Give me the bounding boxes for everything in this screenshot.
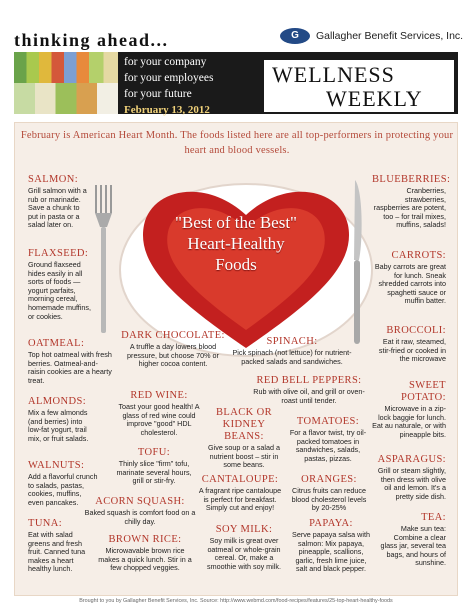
- banner-line-employees: for your employees: [124, 72, 214, 84]
- food-heading: TOFU:: [137, 447, 171, 458]
- food-salmon: [28, 174, 90, 230]
- food-dark-chocolate: [118, 330, 228, 369]
- food-text: Grill or steam slightly, then dress with olive oil and lemon. It's a pretty side dish.: [377, 466, 446, 501]
- food-black-beans: [206, 407, 282, 470]
- food-tomatoes: [286, 416, 370, 463]
- food-papaya: [290, 518, 372, 574]
- food-text: Baby carrots are great for lunch. Sneak shredded carrots into spaghetti sauce or muffin batter.: [374, 262, 446, 306]
- plate-title-line2: Heart-Healthy: [187, 234, 285, 253]
- food-heading: CARROTS:: [391, 250, 446, 261]
- food-heading: ALMONDS:: [28, 396, 87, 407]
- fork-icon: [92, 185, 116, 335]
- food-almonds: [28, 396, 94, 443]
- food-text: A fragrant ripe cantaloupe is perfect for breakfast. Simply cut and enjoy!: [198, 486, 282, 513]
- food-heading: PAPAYA:: [309, 518, 353, 529]
- food-heading: BLACK OR KIDNEY BEANS:: [216, 407, 272, 442]
- food-heading: SPINACH:: [266, 336, 318, 347]
- food-sweet-potato: [372, 380, 446, 439]
- food-text: Pick spinach (not lettuce) for nutrient-packed salads and sandwiches.: [232, 348, 352, 366]
- company-brand: [280, 28, 463, 44]
- food-heading: SWEET POTATO:: [401, 380, 446, 403]
- food-red-bell-peppers: [250, 375, 368, 405]
- food-text: Thinly slice "firm" tofu, marinate several hours, grill or stir-fry.: [116, 459, 192, 486]
- food-heading: TUNA:: [28, 518, 63, 529]
- food-tuna: [28, 518, 90, 574]
- intro-text: February is American Heart Month. The foods listed here are all top-performers in protecting your heart and blood vessels.: [20, 130, 454, 156]
- food-heading: TEA:: [421, 512, 446, 523]
- food-photo-strip: [14, 52, 118, 114]
- banner-line-company: for your company: [124, 56, 207, 68]
- plate-title-line3: Foods: [215, 255, 257, 274]
- food-heading: OATMEAL:: [28, 338, 85, 349]
- food-text: Microwave in a zip-lock baggie for lunch. Eat au naturale, or with pineapple bits.: [372, 404, 446, 439]
- food-spinach: [228, 336, 356, 366]
- food-text: Cranberries, strawberries, raspberries are potent, too – for trail mixes, muffins, salads!: [373, 186, 446, 230]
- food-heading: FLAXSEED:: [28, 248, 89, 259]
- food-heading: ASPARAGUS:: [377, 454, 446, 465]
- food-red-wine: [114, 390, 204, 437]
- issue-date: February 13, 2012: [124, 104, 210, 116]
- food-heading: ORANGES:: [301, 474, 357, 485]
- tagline: thinking ahead...: [14, 30, 169, 50]
- food-heading: BLUEBERRIES:: [372, 174, 451, 185]
- food-soy-milk: [202, 524, 286, 571]
- food-asparagus: [372, 454, 446, 501]
- food-tea: [378, 512, 446, 568]
- newsletter-title: [264, 60, 454, 112]
- title-weekly: WEEKLY: [326, 86, 423, 111]
- food-text: Serve papaya salsa with salmon: Mix papaya, pineapple, scallions, garlic, fresh lime juice, salt and black pepper.: [292, 530, 370, 574]
- food-heading: CANTALOUPE:: [201, 474, 279, 485]
- company-logo-icon: G: [280, 28, 310, 44]
- food-heading: RED BELL PEPPERS:: [256, 375, 362, 386]
- food-brown-rice: [94, 534, 196, 573]
- food-tofu: [114, 447, 194, 486]
- food-text: Ground flaxseed hides easily in all sorts of foods — yogurt parfaits, morning cereal, homemade muffins, or cookies.: [28, 260, 91, 321]
- food-acorn-squash: [84, 496, 196, 526]
- food-heading: SALMON:: [28, 174, 79, 185]
- food-text: A truffle a day lowers blood pressure, but choose 70% or higher cocoa content.: [127, 342, 219, 369]
- food-heading: WALNUTS:: [28, 460, 85, 471]
- food-heading: RED WINE:: [130, 390, 188, 401]
- food-flaxseed: [28, 248, 92, 321]
- food-text: Give soup or a salad a nutrient boost – stir in some beans.: [208, 443, 280, 470]
- food-text: Eat it raw, steamed, stir-fried or cooked in the microwave: [378, 337, 446, 364]
- plate-title: [146, 212, 326, 275]
- plate-title-line1: "Best of the Best": [174, 213, 297, 232]
- food-text: Mix a few almonds (and berries) into low-fat yogurt, trail mix, or fruit salads.: [28, 408, 89, 443]
- food-text: Top hot oatmeal with fresh berries. Oatmeal-and-raisin cookies are a hearty treat.: [28, 350, 112, 385]
- food-text: Make sun tea: Combine a clear glass jar, several tea bags, and hours of sunshine.: [380, 524, 446, 568]
- knife-icon: [346, 180, 368, 345]
- food-oatmeal: [28, 338, 112, 385]
- food-text: Toast your good health! A glass of red wine could improve "good" HDL cholesterol.: [118, 402, 200, 437]
- food-text: Baked squash is comfort food on a chilly day.: [84, 508, 196, 526]
- food-text: Grill salmon with a rub or marinade. Save a chunk to put in pasta or a salad later on.: [28, 186, 87, 230]
- food-blueberries: [372, 174, 451, 230]
- food-text: Citrus fruits can reduce blood cholesterol levels by 20-25%: [291, 486, 367, 513]
- food-text: Eat with salad greens and fresh fruit. Canned tuna makes a heart healthy lunch.: [28, 530, 86, 574]
- food-text: Soy milk is great over oatmeal or whole-grain cereal. Or, make a smoothie with soy milk.: [207, 536, 281, 571]
- food-cantaloupe: [196, 474, 284, 513]
- food-carrots: [372, 250, 446, 306]
- food-heading: BROWN RICE:: [108, 534, 182, 545]
- food-heading: TOMATOES:: [296, 416, 360, 427]
- food-heading: SOY MILK:: [215, 524, 273, 535]
- food-text: Microwavable brown rice makes a quick lunch. Stir in a few chopped veggies.: [98, 546, 192, 573]
- food-broccoli: [372, 325, 446, 364]
- food-text: Rub with olive oil, and grill or oven-roast until tender.: [253, 387, 365, 405]
- food-heading: ACORN SQUASH:: [95, 496, 185, 507]
- banner-line-future: for your future: [124, 88, 192, 100]
- food-text: For a flavor twist, try oil-packed tomatoes in sandwiches, salads, pastas, pizzas.: [289, 428, 367, 463]
- food-text: Add a flavorful crunch to salads, pastas, cookies, muffins, even pancakes.: [28, 472, 98, 507]
- food-heading: DARK CHOCOLATE:: [121, 330, 225, 341]
- food-heading: BROCCOLI:: [386, 325, 446, 336]
- company-name: Gallagher Benefit Services, Inc.: [316, 30, 464, 42]
- title-wellness: WELLNESS: [272, 62, 395, 87]
- source-footer: Brought to you by Gallagher Benefit Services, Inc. Source: http://www.webmd.com/food-recipes/features/25-top-heart-healthy-foods: [79, 598, 393, 604]
- food-oranges: [290, 474, 368, 513]
